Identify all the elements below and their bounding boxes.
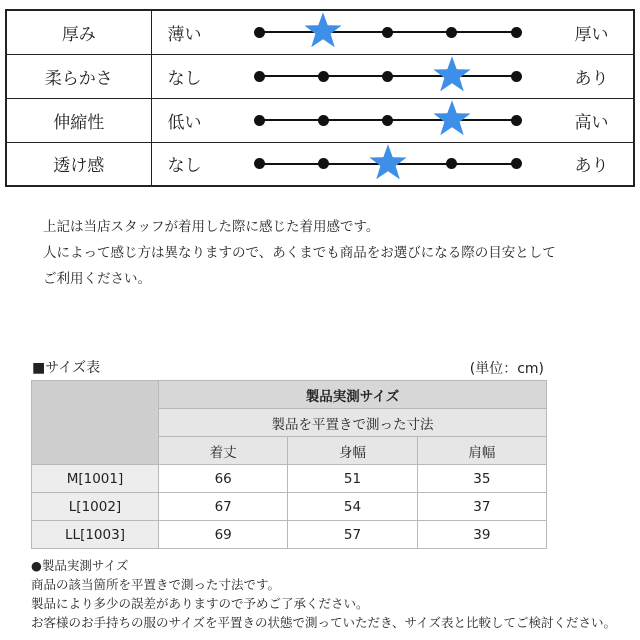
size-row [32, 465, 547, 493]
scale-dot [254, 71, 265, 82]
size-header-main: 製品実測サイズ [159, 381, 547, 409]
star-icon [303, 11, 343, 51]
feel-low-label: なし [151, 54, 241, 98]
feel-scale [241, 142, 544, 186]
feel-high-label: 高い [544, 98, 634, 142]
scale-dot [254, 158, 265, 169]
size-row [32, 521, 547, 549]
size-cell: 54 [288, 493, 417, 521]
size-note-line: お客様のお手持ちの服のサイズを平置きの状態で測っていただき、サイズ表と比較してご検討ください。 [31, 615, 617, 630]
feel-scale [241, 10, 544, 54]
feel-label: 伸縮性 [6, 98, 151, 142]
star-icon [432, 99, 472, 139]
feel-row [6, 98, 634, 142]
size-cell: 39 [417, 521, 546, 549]
size-note-line: 商品の該当箇所を平置きで測った寸法です。 [31, 577, 281, 592]
feel-low-label: 低い [151, 98, 241, 142]
size-notes [31, 556, 616, 632]
scale-dot [511, 158, 522, 169]
size-cell: 69 [159, 521, 288, 549]
size-row-label: M[1001] [32, 465, 159, 493]
scale-dot [318, 158, 329, 169]
feel-high-label: 厚い [544, 10, 634, 54]
size-cell: 66 [159, 465, 288, 493]
scale-dot [511, 71, 522, 82]
size-row [32, 493, 547, 521]
size-chart-unit: (単位：cm) [469, 361, 544, 377]
size-note-line: ●製品実測サイズ [31, 558, 129, 573]
feel-low-label: なし [151, 142, 241, 186]
size-cell: 35 [417, 465, 546, 493]
size-column-header: 肩幅 [417, 437, 546, 465]
size-cell: 57 [288, 521, 417, 549]
feel-label: 柔らかさ [6, 54, 151, 98]
feel-scale [241, 54, 544, 98]
size-column-header: 着丈 [159, 437, 288, 465]
scale-dot [446, 27, 457, 38]
scale-dot [318, 71, 329, 82]
feel-row [6, 10, 634, 54]
scale-dot [382, 71, 393, 82]
feel-low-label: 薄い [151, 10, 241, 54]
feel-row [6, 54, 634, 98]
scale-dot [318, 115, 329, 126]
scale-dot [446, 158, 457, 169]
wear-note-line: 人によって感じ方は異なりますので、あくまでも商品をお選びになる際の目安として [43, 245, 556, 261]
feel-row [6, 142, 634, 186]
feel-label: 厚み [6, 10, 151, 54]
feel-label: 透け感 [6, 142, 151, 186]
scale-dot [382, 115, 393, 126]
feel-high-label: あり [544, 142, 634, 186]
size-cell: 51 [288, 465, 417, 493]
star-icon [368, 143, 408, 183]
size-note-line: 製品により多少の誤差がありますので予めご了承ください。 [31, 596, 369, 611]
size-table-corner [32, 381, 159, 465]
size-row-label: L[1002] [32, 493, 159, 521]
size-chart-title: ■サイズ表 [32, 360, 101, 376]
size-header-sub: 製品を平置きで測った寸法 [159, 409, 547, 437]
feel-table [5, 9, 635, 187]
wear-note-line: 上記は当店スタッフが着用した際に感じた着用感です。 [43, 219, 380, 235]
size-column-header: 身幅 [288, 437, 417, 465]
scale-dot [382, 27, 393, 38]
wear-note [43, 214, 556, 292]
scale-dot [254, 27, 265, 38]
size-cell: 67 [159, 493, 288, 521]
feel-high-label: あり [544, 54, 634, 98]
scale-dot [511, 115, 522, 126]
feel-scale [241, 98, 544, 142]
scale-dot [511, 27, 522, 38]
scale-dot [254, 115, 265, 126]
size-cell: 37 [417, 493, 546, 521]
star-icon [432, 55, 472, 95]
size-row-label: LL[1003] [32, 521, 159, 549]
wear-note-line: ご利用ください。 [43, 271, 151, 287]
size-table [31, 380, 547, 549]
